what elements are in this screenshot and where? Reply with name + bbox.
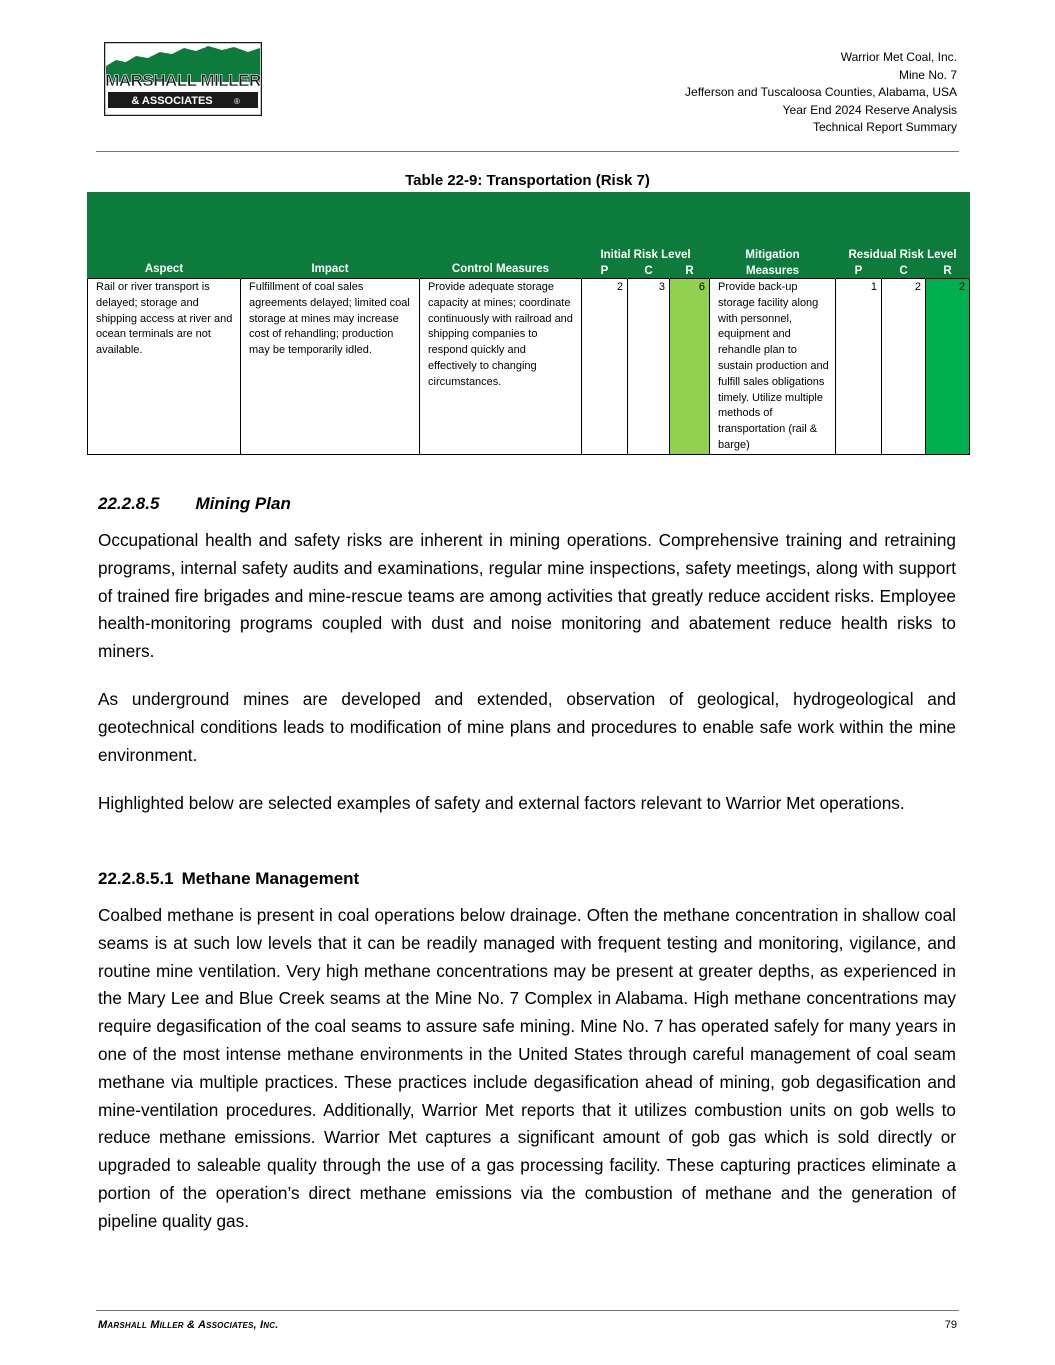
header-mine: Mine No. 7 (898, 67, 957, 82)
header-analysis: Year End 2024 Reserve Analysis (782, 102, 957, 117)
paragraph-methane-management: Coalbed methane is present in coal operations below drainage. Often the methane concentration in shallow coal seams is at such low levels that it can be readily managed with frequent testing and monitoring, vigilance, and routine mine ventilation. Very high methane concentrations may be present at greater depths, as experienced in the Mary Lee and Blue Creek seams at the Mine No. 7 Complex in Alabama. High methane concentrations may require degasification of the coal seams to assure safe mining. Mine No. 7 has operated safely for many years in one of the most intense methane environments in the United States through careful management of coal seam methane via multiple practices. These practices include degasification ahead of mining, gob degasification and mine-ventilation procedures. Additionally, Warrior Met reports that it utilizes combustion units on gob wells to reduce methane emissions. Warrior Met captures a significant amount of gob gas which is sold directly or upgraded to saleable quality through the use of a gas processing facility. These capturing practices eliminate a portion of the operation’s direct methane emissions via the combustion of methane and the generation of pipeline quality gas. (98, 905, 956, 1231)
subsection-heading (98, 869, 359, 889)
header-mitigation-measures: Measures (710, 264, 836, 279)
cell-mitigation-measures: Provide back-up storage facility along with personnel, equipment and rehandle plan to sustain production and fulfill sales obligations timely. Utilize multiple methods of transportation (rail & barge) (710, 279, 836, 455)
table-title: Table 22-9: Transportation (Risk 7) (405, 172, 650, 189)
header-control-measures: Control Measures (420, 192, 582, 279)
table-row (88, 279, 970, 455)
header-report-type: Technical Report Summary (812, 120, 957, 135)
svg-text:MARSHALL MILLER: MARSHALL MILLER (105, 71, 261, 90)
header-location: Jefferson and Tuscaloosa Counties, Alabama, USA (685, 85, 957, 100)
cell-impact: Fulfillment of coal sales agreements delayed; limited coal storage at mines may increase cost of rehandling; production may be temporarily idled. (241, 279, 420, 455)
svg-text:®: ® (234, 97, 240, 106)
cell-initial-r: 6 (670, 279, 710, 455)
svg-text:& ASSOCIATES: & ASSOCIATES (131, 95, 213, 107)
cell-initial-c: 3 (628, 279, 670, 455)
page-number: 79 (944, 1319, 957, 1331)
marshall-miller-logo-icon (104, 42, 262, 116)
header-divider (96, 151, 959, 152)
cell-residual-c: 2 (882, 279, 926, 455)
cell-initial-p: 2 (582, 279, 628, 455)
report-header (685, 49, 957, 137)
section-title: Mining Plan (195, 494, 291, 513)
section-number: 22.2.8.5 (98, 494, 160, 513)
header-residual-p: P (836, 264, 882, 279)
header-aspect: Aspect (88, 192, 241, 279)
footer-company: Marshall Miller & Associates, Inc. (98, 1319, 279, 1331)
header-residual-c: C (882, 264, 926, 279)
header-residual-risk-level: Residual Risk Level (836, 192, 970, 264)
cell-residual-r: 2 (926, 279, 970, 455)
header-impact: Impact (241, 192, 420, 279)
header-initial-r: R (670, 264, 710, 279)
risk-table (87, 192, 970, 455)
footer-divider (96, 1310, 959, 1311)
paragraph-underground-mines: As underground mines are developed and extended, observation of geological, hydrogeological and geotechnical conditions leads to modification of mine plans and procedures to enable safe work within the mine environment. (98, 689, 956, 765)
cell-aspect: Rail or river transport is delayed; storage and shipping access at river and ocean terminals are not available. (88, 279, 241, 455)
paragraph-highlighted-examples: Highlighted below are selected examples of safety and external factors relevant to Warrior Met operations. (98, 793, 905, 813)
section-heading (98, 494, 291, 514)
header-company: Warrior Met Coal, Inc. (840, 50, 957, 64)
cell-control-measures: Provide adequate storage capacity at mines; coordinate continuously with railroad and shipping companies to respond quickly and effectively to changing circumstances. (420, 279, 582, 455)
header-initial-risk-level: Initial Risk Level (582, 192, 710, 264)
header-mitigation: Mitigation (710, 192, 836, 264)
subsection-number: 22.2.8.5.1 (98, 869, 174, 888)
header-residual-r: R (926, 264, 970, 279)
subsection-title: Methane Management (181, 869, 360, 888)
company-logo (104, 42, 262, 116)
paragraph-occupational-health: Occupational health and safety risks are inherent in mining operations. Comprehensive training and retraining programs, internal safety audits and examinations, regular mine inspections, safety meetings, along with support of trained fire brigades and mine-rescue teams are among activities that greatly reduce accident risks. Employee health-monitoring programs coupled with dust and noise monitoring and abatement reduce health risks to miners. (98, 530, 956, 662)
header-initial-p: P (582, 264, 628, 279)
header-initial-c: C (628, 264, 670, 279)
cell-residual-p: 1 (836, 279, 882, 455)
